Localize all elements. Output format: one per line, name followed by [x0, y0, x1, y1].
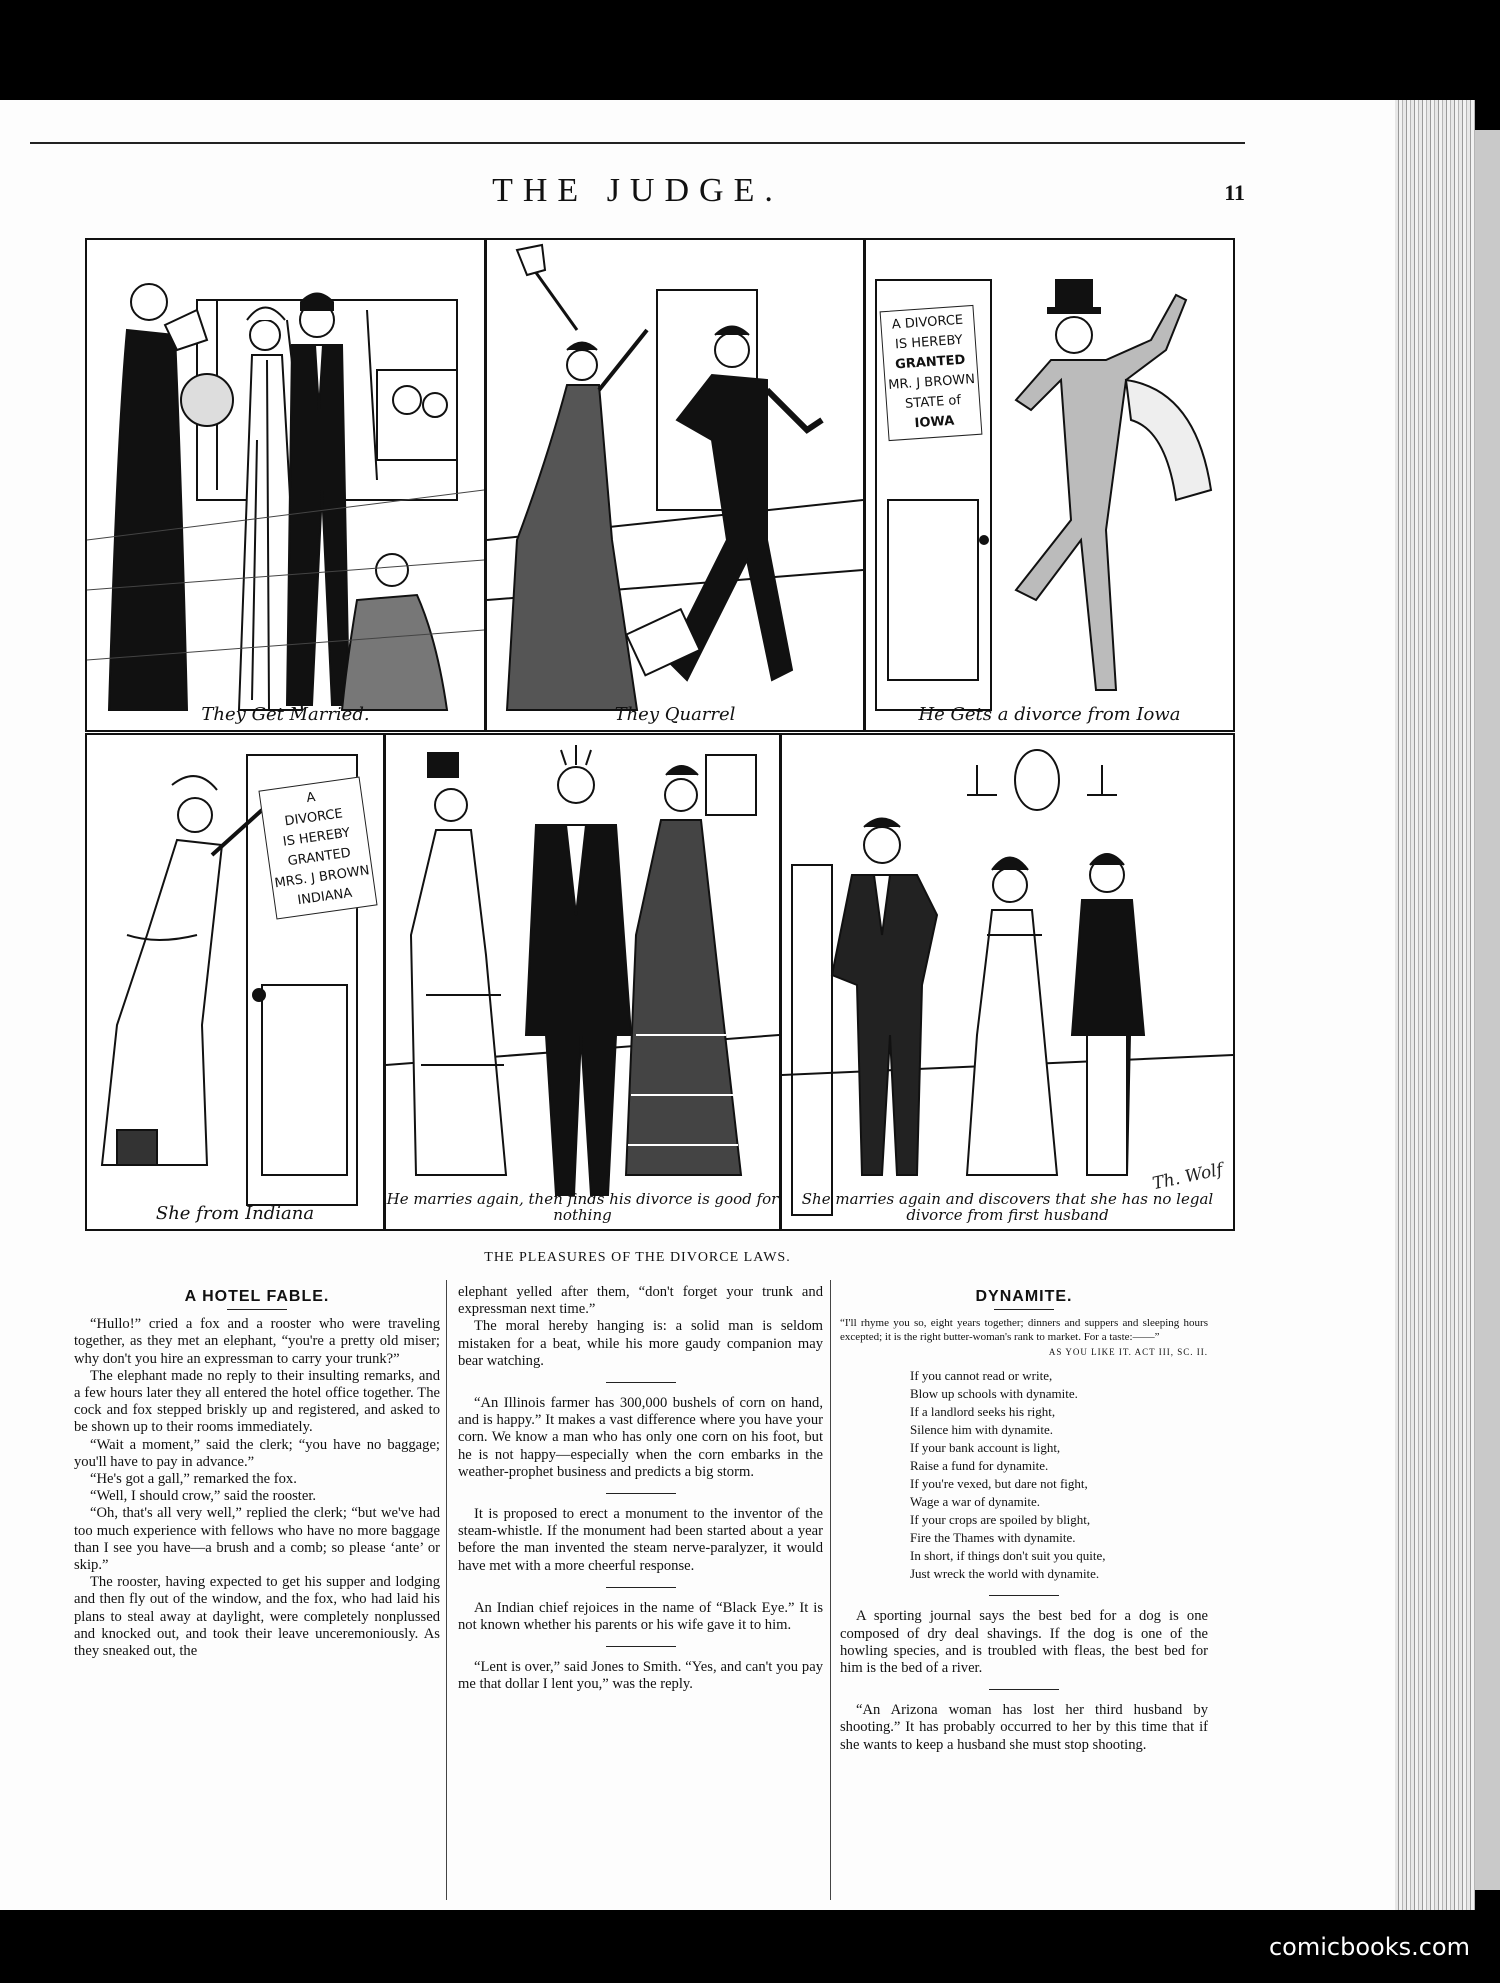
panel-caption: They Quarrel — [614, 704, 736, 725]
column-divider — [830, 1280, 831, 1900]
indiana-divorce-notice — [258, 777, 377, 920]
figure-caption: THE PLEASURES OF THE DIVORCE LAWS. — [484, 1250, 791, 1265]
paragraph: “An Illinois farmer has 300,000 bushels of corn on hand, and is happy.” It makes a vast difference where you have your corn. We know a man who has only one corn on his foot, but he is not happy—especially when the corn embarks in the weather-prophet business and predicts a big storm. — [458, 1395, 823, 1480]
she-marries-again-illustration — [782, 735, 1233, 1229]
comic-panel-quarrel — [485, 238, 865, 732]
paragraph: It is proposed to erect a monument to the inventor of the steam-whistle. If the monument had been started about a year before the man invented the steam nerve-paralyzer, it would have met with a more cheerful response. — [458, 1506, 823, 1574]
he-marries-again-illustration — [386, 735, 779, 1229]
panel-caption: He marries again, then finds his divorce is good for nothing — [386, 1190, 779, 1224]
page-edges — [1395, 100, 1475, 1910]
paragraph: “Wait a moment,” said the clerk; “you have no baggage; you'll have to pay in advance.” — [74, 1436, 440, 1470]
paragraph: The elephant made no reply to their insulting remarks, and a few hours later they all entered the hotel office together. The cock and fox stepped briskly up and registered, and asked to be shown up to their rooms immediately. — [74, 1367, 440, 1436]
poem-line: If your crops are spoiled by blight, — [910, 1512, 1091, 1528]
paragraph: “Lent is over,” said Jones to Smith. “Yes, and can't you pay me that dollar I lent you,” was the reply. — [458, 1659, 823, 1693]
comic-panel-indiana-divorce — [85, 733, 385, 1231]
poem-line: If you cannot read or write, — [910, 1368, 1053, 1384]
comic-panel-iowa-divorce — [864, 238, 1235, 732]
epigraph-attribution: AS YOU LIKE IT. ACT III, SC. II. — [1048, 1347, 1208, 1358]
page-header — [30, 172, 1245, 222]
panel-caption: They Get Married. — [201, 704, 370, 725]
paragraph: elephant yelled after them, “don't forget your trunk and expressman next time.” — [458, 1284, 823, 1318]
book-spread — [0, 100, 1500, 1910]
notice-line: IS HEREBY — [282, 825, 352, 850]
poem-line: If a landlord seeks his right, — [910, 1404, 1056, 1420]
panel-caption: She marries again and discovers that she has no legal divorce from first husband — [801, 1190, 1214, 1224]
poem-line: In short, if things don't suit you quite, — [910, 1548, 1106, 1564]
notice-line: GRANTED — [894, 352, 966, 373]
item-separator — [989, 1689, 1059, 1690]
notice-line: IS HEREBY — [894, 332, 964, 353]
poem-line: If your bank account is light, — [910, 1440, 1061, 1456]
poem-line: Wage a war of dynamite. — [910, 1494, 1040, 1510]
magazine-page — [0, 100, 1395, 1910]
poem — [840, 1367, 1208, 1583]
poem-line: If you're vexed, but dare not fight, — [910, 1476, 1088, 1492]
poem-line: Blow up schools with dynamite. — [910, 1386, 1078, 1402]
notice-line: IOWA — [914, 413, 955, 432]
book-cover-edge — [1475, 130, 1500, 1890]
notice-line: A DIVORCE — [891, 312, 964, 333]
column-hotel-fable — [74, 1280, 440, 1660]
paragraph: “Well, I should crow,” said the rooster. — [90, 1488, 317, 1505]
item-separator — [989, 1595, 1059, 1596]
artist-signature: Th. Wolf — [1150, 1159, 1225, 1195]
item-separator — [606, 1646, 676, 1647]
poem-line: Silence him with dynamite. — [910, 1422, 1053, 1438]
notice-line: INDIANA — [296, 885, 354, 909]
poem-line: Fire the Thames with dynamite. — [910, 1530, 1076, 1546]
comic-panel-he-marries-again — [384, 733, 781, 1231]
comic-panel-married — [85, 238, 486, 732]
paragraph: “He's got a gall,” remarked the fox. — [90, 1471, 297, 1488]
paragraph: An Indian chief rejoices in the name of “Black Eye.” It is not known whether his parents or his wife gave it to him. — [458, 1599, 823, 1634]
wedding-illustration — [87, 240, 484, 730]
panel-caption: He Gets a divorce from Iowa — [918, 704, 1181, 725]
notice-line: STATE of — [904, 392, 962, 412]
article-title: A HOTEL FABLE. — [184, 1288, 330, 1305]
poem-line: Raise a fund for dynamite. — [910, 1458, 1049, 1474]
notice-line: A — [305, 789, 317, 807]
article-title: DYNAMITE. — [975, 1288, 1073, 1305]
paragraph: The moral hereby hanging is: a solid man is seldom mistaken for a beat, while his more gaudy companion may bear watching. — [458, 1318, 823, 1369]
title-rule — [227, 1309, 287, 1310]
item-separator — [606, 1382, 676, 1383]
column-middle — [458, 1284, 823, 1694]
epigraph: “I'll rhyme you so, eight years together; dinners and suppers and sleeping hours excepted; it is the right butter-woman's rank to market. For a taste:——” — [840, 1317, 1208, 1344]
comic-panel-she-marries-again — [780, 733, 1235, 1231]
paragraph: A sporting journal says the best bed for a dog is one composed of dry deal shavings. If the dog is one of the howling species, and is troubled with fleas, the best bed for him is the bed of a river. — [840, 1608, 1208, 1677]
masthead-title: THE JUDGE. — [492, 172, 783, 209]
paragraph: The rooster, having expected to get his supper and lodging and then fly out of the window, and the fox, who had laid his plans to steal away at daylight, were completely nonplussed and knocked out, and took their leave unceremoniously. As they sneaked out, the — [74, 1574, 440, 1660]
notice-line: MR. J BROWN — [887, 371, 976, 393]
paragraph: “Hullo!” cried a fox and a rooster who were traveling together, as they met an elephant, “you're a pretty old miser; why don't you hire an expressman to carry your trunk?” — [74, 1316, 440, 1367]
column-dynamite — [840, 1280, 1208, 1754]
page-number: 11 — [1224, 180, 1245, 205]
iowa-divorce-notice — [880, 305, 983, 441]
panel-caption: She from Indiana — [155, 1203, 315, 1224]
quarrel-illustration — [487, 240, 863, 730]
poem-line: Just wreck the world with dynamite. — [910, 1566, 1100, 1582]
column-divider — [446, 1280, 447, 1900]
paragraph: “Oh, that's all very well,” replied the clerk; “but we've had too much experience with fellows who have no more baggage than I see you have—a brush and a comb; so please ‘ante’ or skip.” — [74, 1505, 440, 1574]
top-rule — [30, 142, 1245, 144]
item-separator — [606, 1587, 676, 1588]
paragraph: “An Arizona woman has lost her third husband by shooting.” It has probably occurred to her by this time that if she wants to keep a husband she must stop shooting. — [840, 1702, 1208, 1753]
notice-line: DIVORCE — [283, 806, 344, 830]
site-watermark: comicbooks.com — [1268, 1933, 1470, 1961]
notice-line: GRANTED — [286, 845, 352, 870]
notice-line: MRS. J BROWN — [273, 863, 371, 892]
item-separator — [606, 1493, 676, 1494]
title-rule — [994, 1309, 1054, 1310]
